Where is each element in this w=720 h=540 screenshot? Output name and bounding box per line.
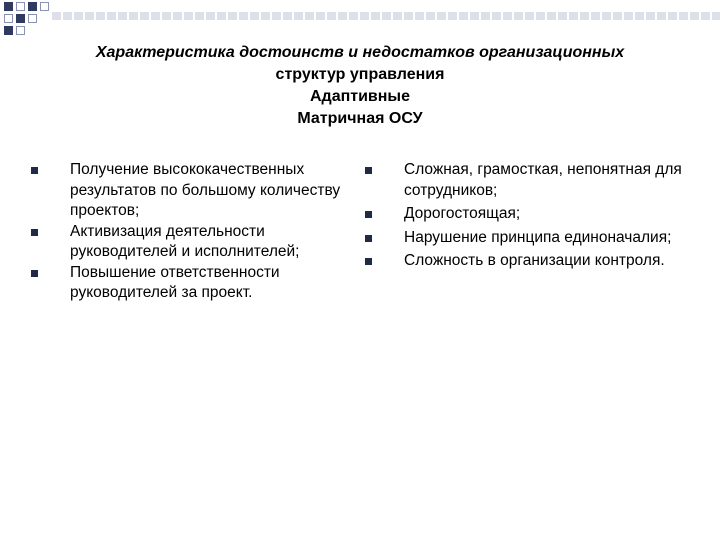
decor-square xyxy=(16,14,25,23)
disadvantages-column xyxy=(364,160,694,272)
square-bullet-icon xyxy=(31,167,38,174)
list-item-text: Сложная, грамосткая, непонятная для сотрудников; xyxy=(404,161,682,199)
disadvantages-list xyxy=(364,160,694,272)
list-item xyxy=(30,160,350,222)
square-bullet-icon xyxy=(365,235,372,242)
decor-square xyxy=(40,2,49,11)
square-bullet-icon xyxy=(31,229,38,236)
list-item-text: Сложность в организации контроля. xyxy=(404,252,665,269)
title-line-4: Матричная ОСУ xyxy=(297,110,423,127)
decor-square xyxy=(16,26,25,35)
title-line-1: Характеристика достоинств и недостатков организационных xyxy=(95,44,625,61)
square-bullet-icon xyxy=(365,258,372,265)
list-item-text: Дорогостоящая; xyxy=(404,205,521,222)
decor-square xyxy=(28,14,37,23)
decorative-top-bar xyxy=(52,12,720,20)
square-bullet-icon xyxy=(31,270,38,277)
list-item xyxy=(30,263,350,304)
advantages-list xyxy=(30,160,350,304)
list-item xyxy=(364,228,694,249)
decor-square xyxy=(4,14,13,23)
list-item-text: Нарушение принципа единоначалия; xyxy=(404,228,672,246)
list-item-text: Повышение ответственности руководителей за проект. xyxy=(70,263,280,301)
decor-square xyxy=(4,2,13,11)
square-bullet-icon xyxy=(365,167,372,174)
advantages-column xyxy=(30,160,350,304)
title-line-3: Адаптивные xyxy=(309,88,410,105)
square-bullet-icon xyxy=(365,211,372,218)
list-item-text: Получение высококачественных результатов по большому количеству проектов; xyxy=(70,161,341,219)
list-item xyxy=(364,160,694,201)
list-item xyxy=(30,222,350,263)
decor-square xyxy=(4,26,13,35)
list-item xyxy=(364,204,694,225)
decor-square xyxy=(28,2,37,11)
slide-title xyxy=(40,42,680,130)
list-item xyxy=(364,251,694,272)
decor-square xyxy=(16,2,25,11)
list-item-text: Активизация деятельности руководителей и исполнителей; xyxy=(70,222,300,260)
title-line-2: структур управления xyxy=(275,66,445,83)
